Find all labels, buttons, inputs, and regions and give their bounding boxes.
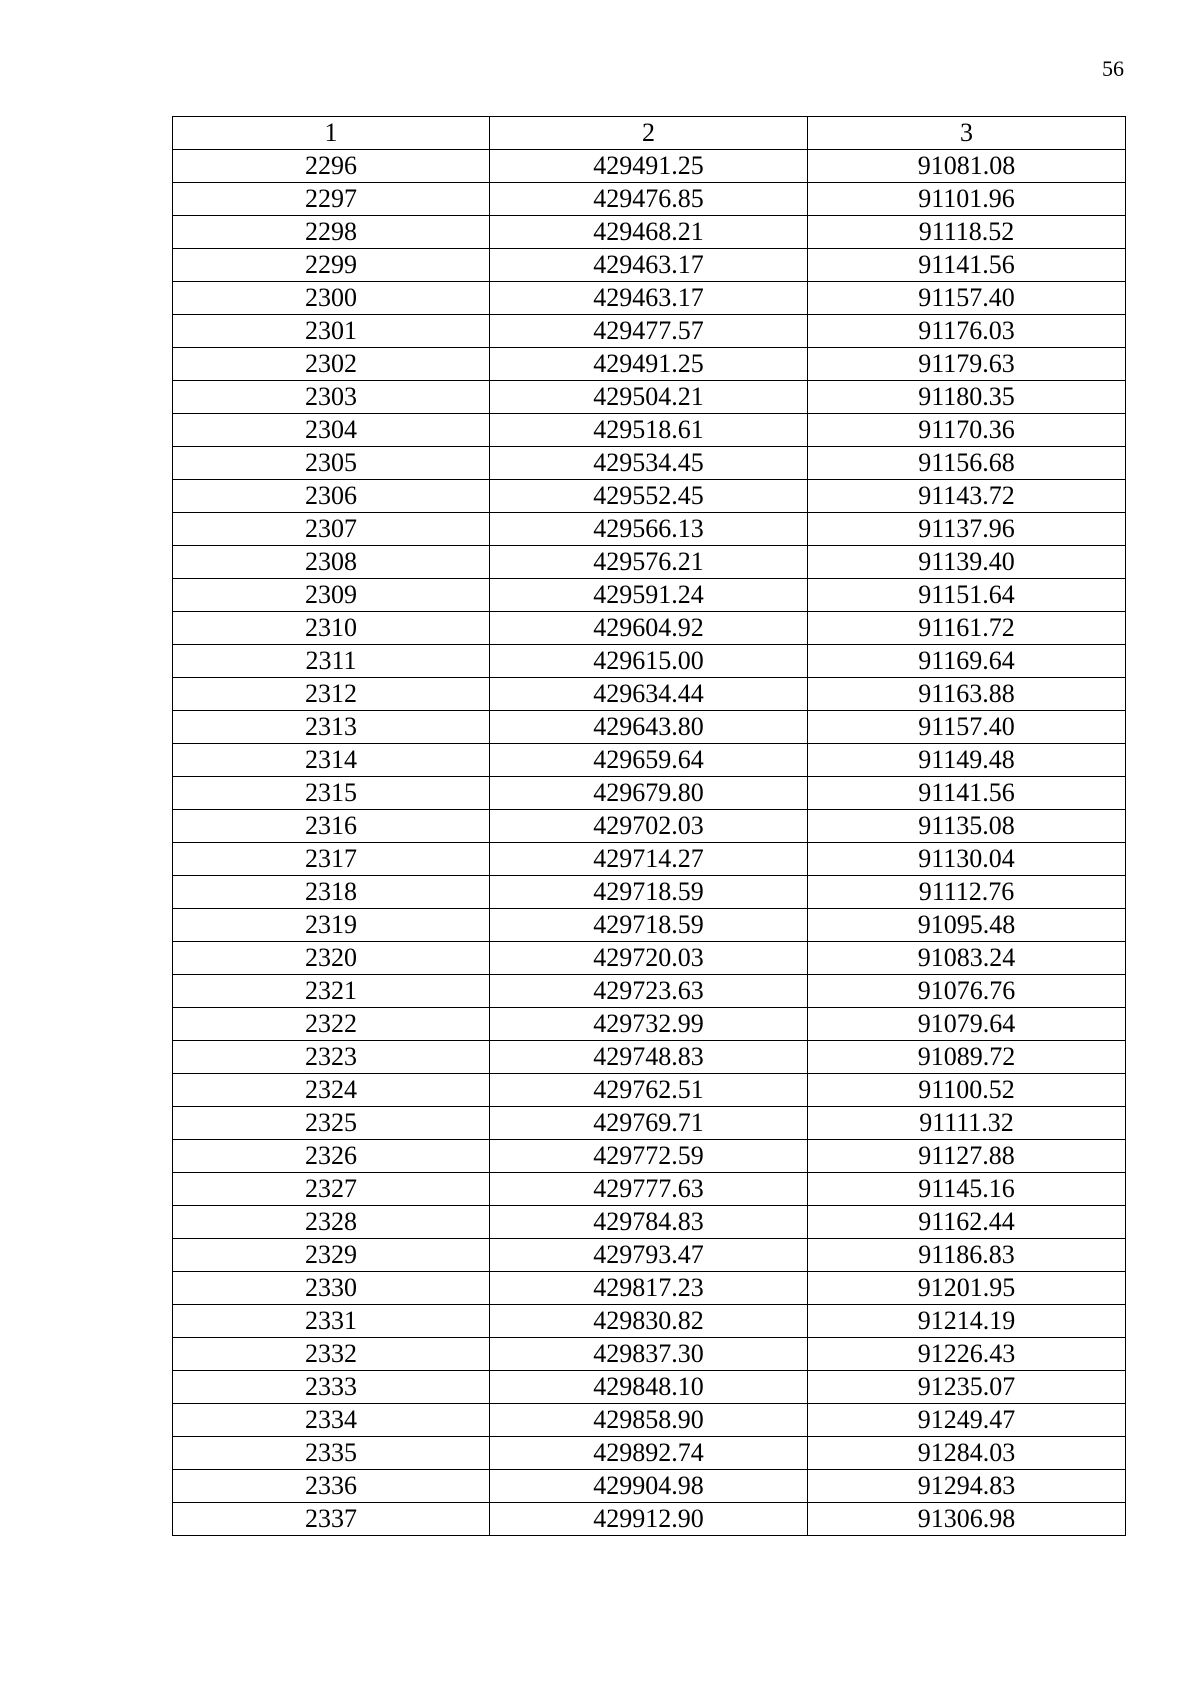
x-coordinate-cell: 429491.25	[490, 150, 808, 183]
x-coordinate-cell: 429679.80	[490, 777, 808, 810]
x-coordinate-cell: 429468.21	[490, 216, 808, 249]
point-number-cell: 2325	[173, 1107, 490, 1140]
x-coordinate-cell: 429718.59	[490, 876, 808, 909]
y-coordinate-cell: 91162.44	[808, 1206, 1126, 1239]
table-row	[173, 249, 1126, 282]
point-number-cell: 2336	[173, 1470, 490, 1503]
point-number-cell: 2328	[173, 1206, 490, 1239]
table-row	[173, 1140, 1126, 1173]
point-number-cell: 2309	[173, 579, 490, 612]
x-coordinate-cell: 429904.98	[490, 1470, 808, 1503]
point-number-cell: 2312	[173, 678, 490, 711]
x-coordinate-cell: 429659.64	[490, 744, 808, 777]
y-coordinate-cell: 91118.52	[808, 216, 1126, 249]
point-number-cell: 2306	[173, 480, 490, 513]
y-coordinate-cell: 91112.76	[808, 876, 1126, 909]
x-coordinate-cell: 429718.59	[490, 909, 808, 942]
y-coordinate-cell: 91284.03	[808, 1437, 1126, 1470]
point-number-cell: 2305	[173, 447, 490, 480]
x-coordinate-cell: 429491.25	[490, 348, 808, 381]
x-coordinate-cell: 429534.45	[490, 447, 808, 480]
y-coordinate-cell: 91157.40	[808, 711, 1126, 744]
table-row	[173, 216, 1126, 249]
y-coordinate-cell: 91163.88	[808, 678, 1126, 711]
point-number-cell: 2319	[173, 909, 490, 942]
column-header-3: 3	[808, 117, 1126, 150]
table-row	[173, 1107, 1126, 1140]
y-coordinate-cell: 91176.03	[808, 315, 1126, 348]
x-coordinate-cell: 429476.85	[490, 183, 808, 216]
x-coordinate-cell: 429892.74	[490, 1437, 808, 1470]
y-coordinate-cell: 91149.48	[808, 744, 1126, 777]
y-coordinate-cell: 91157.40	[808, 282, 1126, 315]
x-coordinate-cell: 429591.24	[490, 579, 808, 612]
table-row	[173, 1437, 1126, 1470]
point-number-cell: 2308	[173, 546, 490, 579]
x-coordinate-cell: 429714.27	[490, 843, 808, 876]
y-coordinate-cell: 91100.52	[808, 1074, 1126, 1107]
table-row	[173, 1305, 1126, 1338]
coordinates-table	[172, 116, 1126, 1536]
x-coordinate-cell: 429762.51	[490, 1074, 808, 1107]
y-coordinate-cell: 91156.68	[808, 447, 1126, 480]
point-number-cell: 2297	[173, 183, 490, 216]
x-coordinate-cell: 429463.17	[490, 282, 808, 315]
table-row	[173, 909, 1126, 942]
y-coordinate-cell: 91141.56	[808, 249, 1126, 282]
x-coordinate-cell: 429858.90	[490, 1404, 808, 1437]
y-coordinate-cell: 91226.43	[808, 1338, 1126, 1371]
x-coordinate-cell: 429634.44	[490, 678, 808, 711]
point-number-cell: 2316	[173, 810, 490, 843]
point-number-cell: 2337	[173, 1503, 490, 1536]
point-number-cell: 2304	[173, 414, 490, 447]
table-row	[173, 1041, 1126, 1074]
point-number-cell: 2301	[173, 315, 490, 348]
point-number-cell: 2298	[173, 216, 490, 249]
table-row	[173, 975, 1126, 1008]
y-coordinate-cell: 91306.98	[808, 1503, 1126, 1536]
y-coordinate-cell: 91127.88	[808, 1140, 1126, 1173]
y-coordinate-cell: 91186.83	[808, 1239, 1126, 1272]
y-coordinate-cell: 91145.16	[808, 1173, 1126, 1206]
table-row	[173, 678, 1126, 711]
y-coordinate-cell: 91095.48	[808, 909, 1126, 942]
table-row	[173, 579, 1126, 612]
y-coordinate-cell: 91179.63	[808, 348, 1126, 381]
table-row	[173, 348, 1126, 381]
table-row	[173, 282, 1126, 315]
x-coordinate-cell: 429566.13	[490, 513, 808, 546]
y-coordinate-cell: 91169.64	[808, 645, 1126, 678]
point-number-cell: 2314	[173, 744, 490, 777]
table-row	[173, 843, 1126, 876]
point-number-cell: 2300	[173, 282, 490, 315]
table-row	[173, 447, 1126, 480]
table-row	[173, 942, 1126, 975]
x-coordinate-cell: 429777.63	[490, 1173, 808, 1206]
table-row	[173, 1371, 1126, 1404]
table-header-row	[173, 117, 1126, 150]
y-coordinate-cell: 91161.72	[808, 612, 1126, 645]
table-row	[173, 480, 1126, 513]
point-number-cell: 2299	[173, 249, 490, 282]
table-row	[173, 513, 1126, 546]
y-coordinate-cell: 91076.76	[808, 975, 1126, 1008]
y-coordinate-cell: 91214.19	[808, 1305, 1126, 1338]
point-number-cell: 2332	[173, 1338, 490, 1371]
x-coordinate-cell: 429643.80	[490, 711, 808, 744]
table-row	[173, 1173, 1126, 1206]
table-row	[173, 1074, 1126, 1107]
x-coordinate-cell: 429784.83	[490, 1206, 808, 1239]
y-coordinate-cell: 91111.32	[808, 1107, 1126, 1140]
x-coordinate-cell: 429772.59	[490, 1140, 808, 1173]
y-coordinate-cell: 91083.24	[808, 942, 1126, 975]
table-row	[173, 777, 1126, 810]
point-number-cell: 2317	[173, 843, 490, 876]
point-number-cell: 2335	[173, 1437, 490, 1470]
table-row	[173, 876, 1126, 909]
table-row	[173, 1239, 1126, 1272]
point-number-cell: 2315	[173, 777, 490, 810]
y-coordinate-cell: 91201.95	[808, 1272, 1126, 1305]
y-coordinate-cell: 91139.40	[808, 546, 1126, 579]
page-number: 56	[1102, 56, 1124, 81]
y-coordinate-cell: 91141.56	[808, 777, 1126, 810]
x-coordinate-cell: 429576.21	[490, 546, 808, 579]
point-number-cell: 2329	[173, 1239, 490, 1272]
table-row	[173, 546, 1126, 579]
point-number-cell: 2307	[173, 513, 490, 546]
table-row	[173, 183, 1126, 216]
x-coordinate-cell: 429748.83	[490, 1041, 808, 1074]
point-number-cell: 2310	[173, 612, 490, 645]
table-row	[173, 744, 1126, 777]
x-coordinate-cell: 429817.23	[490, 1272, 808, 1305]
table-row	[173, 1404, 1126, 1437]
column-header-2: 2	[490, 117, 808, 150]
y-coordinate-cell: 91130.04	[808, 843, 1126, 876]
point-number-cell: 2322	[173, 1008, 490, 1041]
x-coordinate-cell: 429732.99	[490, 1008, 808, 1041]
y-coordinate-cell: 91294.83	[808, 1470, 1126, 1503]
x-coordinate-cell: 429518.61	[490, 414, 808, 447]
table-row	[173, 645, 1126, 678]
y-coordinate-cell: 91137.96	[808, 513, 1126, 546]
table-row	[173, 381, 1126, 414]
y-coordinate-cell: 91249.47	[808, 1404, 1126, 1437]
x-coordinate-cell: 429830.82	[490, 1305, 808, 1338]
x-coordinate-cell: 429477.57	[490, 315, 808, 348]
x-coordinate-cell: 429723.63	[490, 975, 808, 1008]
y-coordinate-cell: 91143.72	[808, 480, 1126, 513]
table-row	[173, 150, 1126, 183]
y-coordinate-cell: 91079.64	[808, 1008, 1126, 1041]
point-number-cell: 2318	[173, 876, 490, 909]
table-row	[173, 1338, 1126, 1371]
point-number-cell: 2326	[173, 1140, 490, 1173]
point-number-cell: 2320	[173, 942, 490, 975]
point-number-cell: 2296	[173, 150, 490, 183]
y-coordinate-cell: 91081.08	[808, 150, 1126, 183]
column-header-1: 1	[173, 117, 490, 150]
table-row	[173, 711, 1126, 744]
point-number-cell: 2334	[173, 1404, 490, 1437]
x-coordinate-cell: 429615.00	[490, 645, 808, 678]
table-body	[173, 150, 1126, 1536]
x-coordinate-cell: 429604.92	[490, 612, 808, 645]
point-number-cell: 2302	[173, 348, 490, 381]
x-coordinate-cell: 429720.03	[490, 942, 808, 975]
y-coordinate-cell: 91151.64	[808, 579, 1126, 612]
x-coordinate-cell: 429793.47	[490, 1239, 808, 1272]
y-coordinate-cell: 91135.08	[808, 810, 1126, 843]
y-coordinate-cell: 91235.07	[808, 1371, 1126, 1404]
point-number-cell: 2311	[173, 645, 490, 678]
x-coordinate-cell: 429837.30	[490, 1338, 808, 1371]
point-number-cell: 2324	[173, 1074, 490, 1107]
point-number-cell: 2327	[173, 1173, 490, 1206]
point-number-cell: 2321	[173, 975, 490, 1008]
x-coordinate-cell: 429702.03	[490, 810, 808, 843]
table-row	[173, 1206, 1126, 1239]
y-coordinate-cell: 91180.35	[808, 381, 1126, 414]
point-number-cell: 2323	[173, 1041, 490, 1074]
y-coordinate-cell: 91101.96	[808, 183, 1126, 216]
x-coordinate-cell: 429552.45	[490, 480, 808, 513]
point-number-cell: 2333	[173, 1371, 490, 1404]
x-coordinate-cell: 429912.90	[490, 1503, 808, 1536]
x-coordinate-cell: 429504.21	[490, 381, 808, 414]
table-row	[173, 612, 1126, 645]
x-coordinate-cell: 429769.71	[490, 1107, 808, 1140]
x-coordinate-cell: 429848.10	[490, 1371, 808, 1404]
y-coordinate-cell: 91089.72	[808, 1041, 1126, 1074]
point-number-cell: 2330	[173, 1272, 490, 1305]
point-number-cell: 2331	[173, 1305, 490, 1338]
point-number-cell: 2303	[173, 381, 490, 414]
x-coordinate-cell: 429463.17	[490, 249, 808, 282]
table-row	[173, 414, 1126, 447]
table-row	[173, 315, 1126, 348]
table-row	[173, 810, 1126, 843]
y-coordinate-cell: 91170.36	[808, 414, 1126, 447]
table-row	[173, 1503, 1126, 1536]
table-row	[173, 1272, 1126, 1305]
table-row	[173, 1470, 1126, 1503]
table-row	[173, 1008, 1126, 1041]
point-number-cell: 2313	[173, 711, 490, 744]
